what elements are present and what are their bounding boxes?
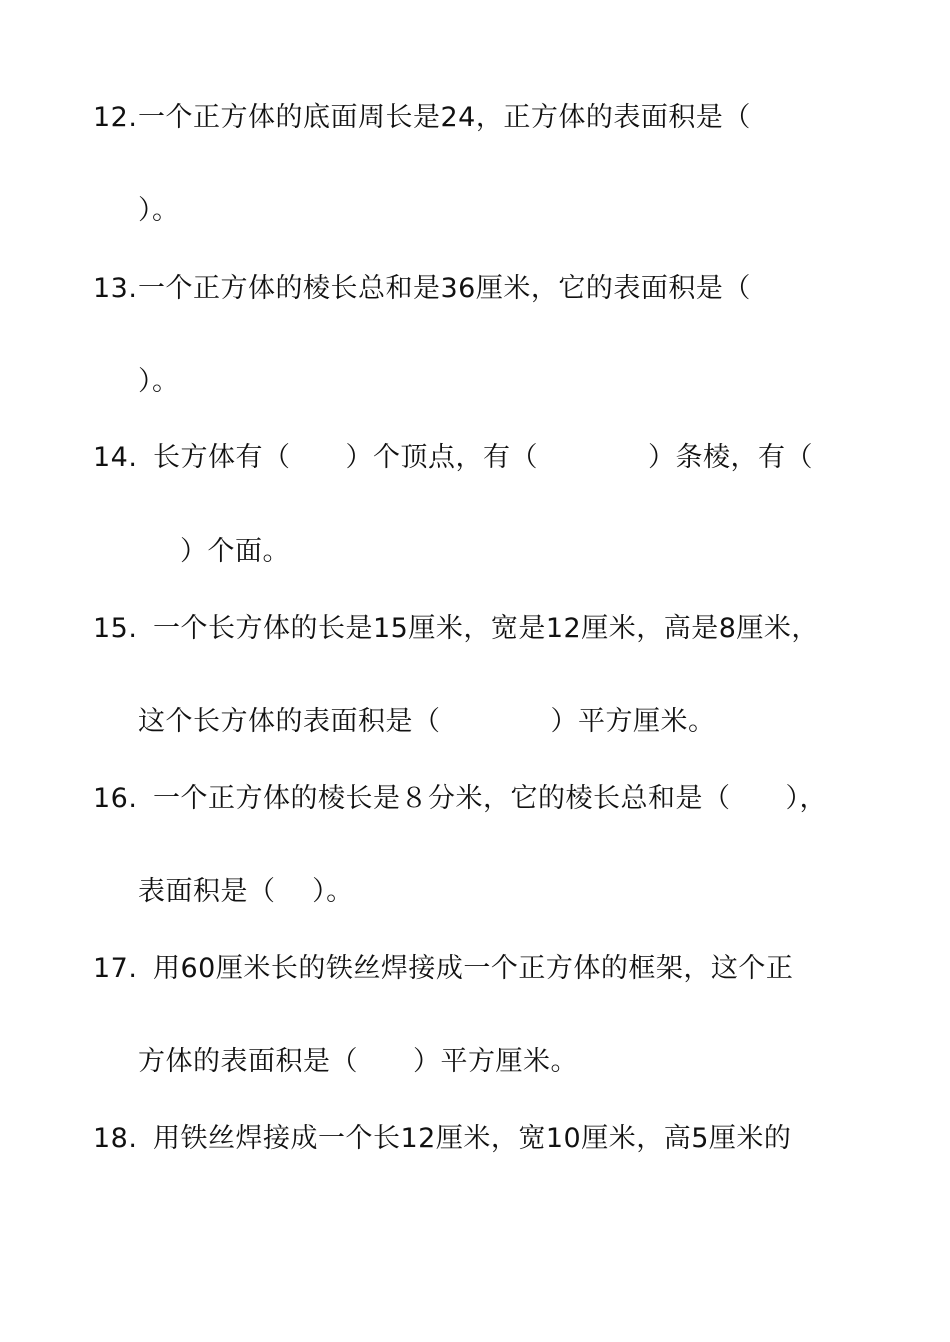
question-14-number: 14. [93, 442, 138, 473]
question-17-line-1: 用60厘米长的铁丝焊接成一个正方体的框架，这个正 [153, 953, 794, 984]
question-17-line-2: 方体的表面积是（ ）平方厘米。 [138, 1046, 578, 1077]
question-12-number: 12. [93, 102, 138, 133]
question-13-line-2: ）。 [138, 366, 180, 397]
question-16-line-1: 一个正方体的棱长是８分米，它的棱长总和是（ ）， [153, 783, 827, 814]
question-18-number: 18. [93, 1123, 138, 1154]
question-18-line-1: 用铁丝焊接成一个长12厘米，宽10厘米，高5厘米的 [153, 1123, 792, 1154]
question-15-line-1: 一个长方体的长是15厘米，宽是12厘米，高是8厘米， [153, 613, 819, 644]
question-17-number: 17. [93, 953, 138, 984]
question-16-number: 16. [93, 783, 138, 814]
question-14-line-2: ）个面。 [180, 536, 290, 567]
question-15-line-2: 这个长方体的表面积是（ ）平方厘米。 [138, 706, 716, 737]
question-13-line-1: 一个正方体的棱长总和是36厘米，它的表面积是（ [138, 273, 751, 304]
question-12-line-1: 一个正方体的底面周长是24，正方体的表面积是（ [138, 102, 751, 133]
question-13-number: 13. [93, 273, 138, 304]
question-16-line-2: 表面积是（ ）。 [138, 876, 354, 907]
question-15-number: 15. [93, 613, 138, 644]
question-12-line-2: ）。 [138, 195, 180, 226]
question-14-line-1: 长方体有（ ）个顶点，有（ ）条棱，有（ [153, 442, 813, 473]
